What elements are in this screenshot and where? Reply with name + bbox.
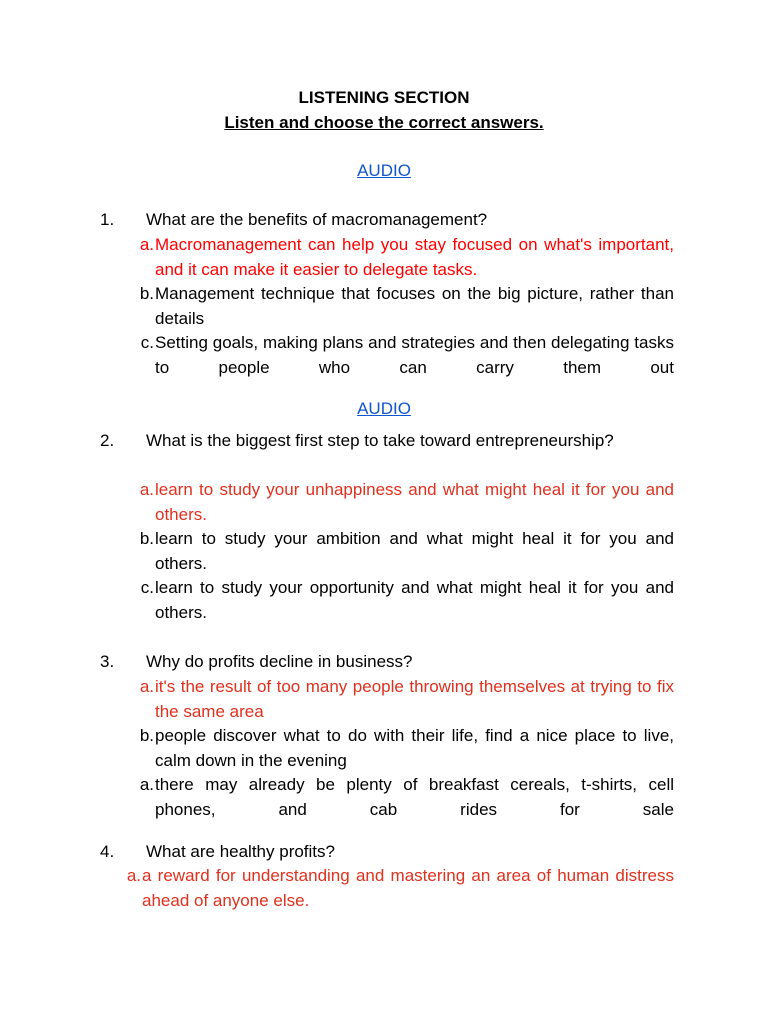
question-1-option-a[interactable] [130,233,674,282]
question-2-option-a[interactable] [130,478,674,527]
section-title: LISTENING SECTION [298,88,470,107]
question-1 [100,208,674,233]
audio-link-1[interactable]: AUDIO [357,161,411,180]
question-4 [100,840,674,865]
option-text: Macromanagement can help you stay focused on what's important, and it can make it easier to delegate tasks. [155,235,674,279]
option-letter: b. [139,529,154,548]
option-text: learn to study your ambition and what might heal it for you and others. [155,529,674,573]
question-1-option-b[interactable] [130,282,674,331]
question-4-option-a[interactable] [117,864,674,913]
option-text: Management technique that focuses on the big picture, rather than details [155,284,674,328]
question-3-option-b[interactable] [130,724,674,773]
question-2-option-c[interactable] [130,576,674,625]
question-text: What are the benefits of macromanagement? [146,210,488,229]
question-text: What are healthy profits? [146,842,335,861]
question-1-option-c[interactable] [130,331,674,380]
question-2 [100,429,674,454]
question-3 [100,650,674,675]
audio-link-2[interactable]: AUDIO [357,399,411,418]
option-text: Setting goals, making plans and strategies and then delegating tasks to people who can carry them out [155,333,674,377]
option-text: a reward for understanding and mastering an area of human distress ahead of anyone else. [142,866,674,910]
option-text: people discover what to do with their life, find a nice place to live, calm down in the evening [155,726,674,770]
question-3-option-a[interactable] [130,675,674,724]
question-text: What is the biggest first step to take toward entrepreneurship? [146,431,614,450]
question-number: 2. [100,431,115,450]
option-letter: a. [139,235,154,254]
option-text: there may already be plenty of breakfast cereals, t-shirts, cell phones, and cab rides for sale [155,775,674,819]
question-number: 4. [100,842,115,861]
question-number: 3. [100,652,115,671]
question-text: Why do profits decline in business? [146,652,413,671]
question-2-option-b[interactable] [130,527,674,576]
question-3-option-c[interactable] [130,773,674,822]
option-text: learn to study your unhappiness and what might heal it for you and others. [155,480,674,524]
option-letter: a. [139,775,154,794]
option-text: it's the result of too many people throwing themselves at trying to fix the same area [155,677,674,721]
option-letter: b. [139,284,154,303]
option-letter: a. [126,866,141,885]
option-letter: c. [140,578,154,597]
option-letter: b. [139,726,154,745]
section-instructions: Listen and choose the correct answers. [224,113,544,132]
option-text: learn to study your opportunity and what might heal it for you and others. [155,578,674,622]
option-letter: a. [139,480,154,499]
option-letter: a. [139,677,154,696]
option-letter: c. [140,333,154,352]
question-number: 1. [100,210,115,229]
